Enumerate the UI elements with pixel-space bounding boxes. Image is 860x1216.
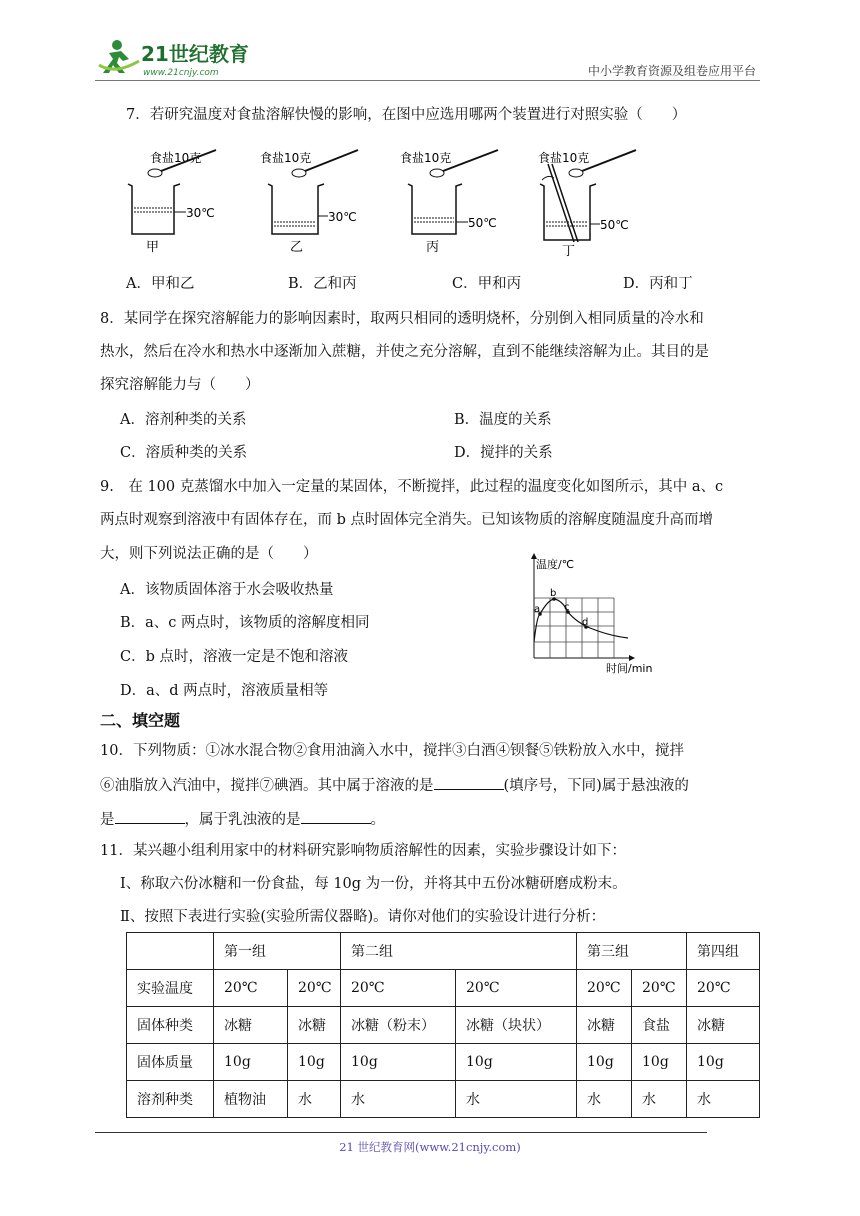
q7-option-d[interactable]: D．丙和丁 [623, 276, 693, 292]
q10-line-2-b: (填序号，下同)属于悬浊液的 [503, 778, 689, 794]
header-divider [95, 80, 760, 81]
q10-line-3-b: ，属于乳浊液的是 [184, 812, 301, 828]
q10-blank-suspension[interactable] [115, 808, 185, 824]
q9-line-2: 两点时观察到溶液中有固体存在，而 b 点时固体完全消失。已知该物质的溶解度随温度升高而增 [100, 512, 713, 528]
group-header: 第一组 [214, 933, 341, 970]
table-cell: 10g [288, 1044, 341, 1081]
table-cell: 10g [214, 1044, 288, 1081]
group-header: 第三组 [577, 933, 687, 970]
table-cell: 10g [456, 1044, 577, 1081]
q8-option-d[interactable]: D．搅拌的关系 [454, 445, 553, 461]
table-cell: 10g [341, 1044, 456, 1081]
table-cell [127, 933, 214, 970]
row-label: 溶剂种类 [127, 1081, 214, 1118]
row-label: 固体质量 [127, 1044, 214, 1081]
table-cell: 10g [687, 1044, 760, 1081]
salt-label: 食盐10克 [400, 151, 452, 165]
table-cell: 冰糖 [214, 1007, 288, 1044]
q7-option-a[interactable]: A．甲和乙 [126, 276, 195, 292]
point-c-label: c [564, 602, 570, 613]
table-cell: 20℃ [341, 970, 456, 1007]
table-row [127, 933, 760, 970]
beaker-ding [538, 150, 636, 258]
q9-line-1: 9. 在 100 克蒸馏水中加入一定量的某固体，不断搅拌，此过程的温度变化如图所示，其中 a、c [100, 479, 724, 495]
q10-line-3 [100, 808, 385, 830]
q8-line-1: 8．某同学在探究溶解能力的影响因素时，取两只相同的透明烧杯，分别倒入相同质量的冷水和 [100, 311, 704, 327]
q8-option-b[interactable]: B．温度的关系 [454, 412, 552, 428]
temp-label: 50℃ [468, 216, 497, 230]
row-label: 实验温度 [127, 970, 214, 1007]
table-cell: 20℃ [214, 970, 288, 1007]
point-b-label: b [550, 588, 557, 599]
q11-step-1: Ⅰ、称取六份冰糖和一份食盐，每 10g 为一份，并将其中五份冰糖研磨成粉末。 [120, 876, 627, 892]
beaker-label: 乙 [290, 240, 304, 255]
site-logo [95, 35, 265, 79]
table-cell: 水 [341, 1081, 456, 1118]
temp-label: 30℃ [328, 210, 357, 224]
salt-label: 食盐10克 [150, 151, 202, 165]
q10-line-1: 10．下列物质：①冰水混合物②食用油滴入水中，搅拌③白酒④钡餐⑤铁粉放入水中，搅拌 [100, 743, 684, 759]
runner-logo-icon [95, 35, 265, 79]
salt-label: 食盐10克 [538, 151, 590, 165]
q9-option-b[interactable]: B．a、c 两点时，该物质的溶解度相同 [120, 615, 370, 631]
q9-option-d[interactable]: D．a、d 两点时，溶液质量相等 [120, 683, 329, 699]
q7-stem: 7．若研究温度对食盐溶解快慢的影响，在图中应选用哪两个装置进行对照实验（ ） [126, 107, 687, 123]
temp-label: 50℃ [600, 218, 629, 232]
row-label: 固体种类 [127, 1007, 214, 1044]
q8-option-a[interactable]: A．溶剂种类的关系 [120, 412, 247, 428]
beaker-yi [260, 150, 358, 255]
table-cell: 冰糖 [687, 1007, 760, 1044]
q7-option-b[interactable]: B．乙和丙 [288, 276, 357, 292]
section-title: 二、填空题 [100, 711, 181, 730]
q10-line-2 [100, 774, 689, 796]
table-cell: 10g [632, 1044, 687, 1081]
point-d-label: d [582, 617, 589, 628]
q10-line-2-a: ⑥油脂放入汽油中，搅拌⑦碘酒。其中属于溶液的是 [100, 778, 434, 794]
beaker-label: 丁 [562, 244, 576, 258]
table-cell: 20℃ [456, 970, 577, 1007]
q11-step-2: Ⅱ、按照下表进行实验(实验所需仪器略)。请你对他们的实验设计进行分析： [120, 909, 606, 925]
table-row [127, 1007, 760, 1044]
table-row [127, 1081, 760, 1118]
table-cell: 冰糖（粉末） [341, 1007, 456, 1044]
q7-option-c[interactable]: C．甲和丙 [452, 276, 522, 292]
table-cell: 10g [577, 1044, 632, 1081]
footer-divider [95, 1132, 707, 1133]
table-cell: 水 [632, 1081, 687, 1118]
q8-line-2: 热水，然后在冷水和热水中逐渐加入蔗糖，并使之充分溶解，直到不能继续溶解为止。其目的是 [100, 344, 709, 360]
point-a-label: a [534, 604, 541, 615]
q9-line-3: 大，则下列说法正确的是（ ） [100, 546, 318, 562]
q9-option-a[interactable]: A．该物质固体溶于水会吸收热量 [120, 582, 334, 598]
experiment-table [126, 932, 760, 1118]
table-cell: 水 [687, 1081, 760, 1118]
q10-blank-emulsion[interactable] [301, 808, 371, 824]
logo-url: www.21cnjy.com [143, 68, 219, 78]
group-header: 第四组 [687, 933, 760, 970]
table-cell: 20℃ [687, 970, 760, 1007]
graph-y-label: 温度/℃ [536, 558, 575, 571]
q9-option-c[interactable]: C．b 点时，溶液一定是不饱和溶液 [120, 649, 348, 665]
beaker-label: 丙 [426, 240, 440, 255]
q10-line-3-a: 是 [100, 812, 115, 828]
table-cell: 植物油 [214, 1081, 288, 1118]
beaker-jia [128, 150, 216, 255]
table-cell: 冰糖（块状） [456, 1007, 577, 1044]
q11-line-1: 11．某兴趣小组利用家中的材料研究影响物质溶解性的因素，实验步骤设计如下： [100, 843, 626, 859]
table-cell: 20℃ [288, 970, 341, 1007]
q8-line-3: 探究溶解能力与（ ） [100, 377, 260, 393]
table-cell: 20℃ [577, 970, 632, 1007]
q10-blank-solution[interactable] [434, 774, 504, 790]
q10-line-3-c: 。 [370, 812, 385, 828]
table-row [127, 970, 760, 1007]
table-cell: 水 [577, 1081, 632, 1118]
table-cell: 食盐 [632, 1007, 687, 1044]
table-row [127, 1044, 760, 1081]
q7-figure [126, 138, 666, 258]
salt-label: 食盐10克 [260, 151, 312, 165]
table-cell: 水 [288, 1081, 341, 1118]
group-header: 第二组 [341, 933, 577, 970]
table-cell: 冰糖 [577, 1007, 632, 1044]
beaker-bing [400, 150, 498, 255]
logo-text: 21世纪教育 [141, 42, 249, 66]
q8-option-c[interactable]: C．溶质种类的关系 [120, 445, 248, 461]
table-cell: 20℃ [632, 970, 687, 1007]
temp-label: 30℃ [186, 206, 215, 220]
table-cell: 冰糖 [288, 1007, 341, 1044]
footer-text: 21 世纪教育网(www.21cnjy.com) [339, 1140, 521, 1154]
graph-x-label: 时间/min [606, 662, 653, 675]
q9-temperature-graph [520, 550, 670, 680]
table-cell: 水 [456, 1081, 577, 1118]
platform-name: 中小学教育资源及组卷应用平台 [587, 64, 756, 78]
beaker-label: 甲 [146, 240, 160, 255]
